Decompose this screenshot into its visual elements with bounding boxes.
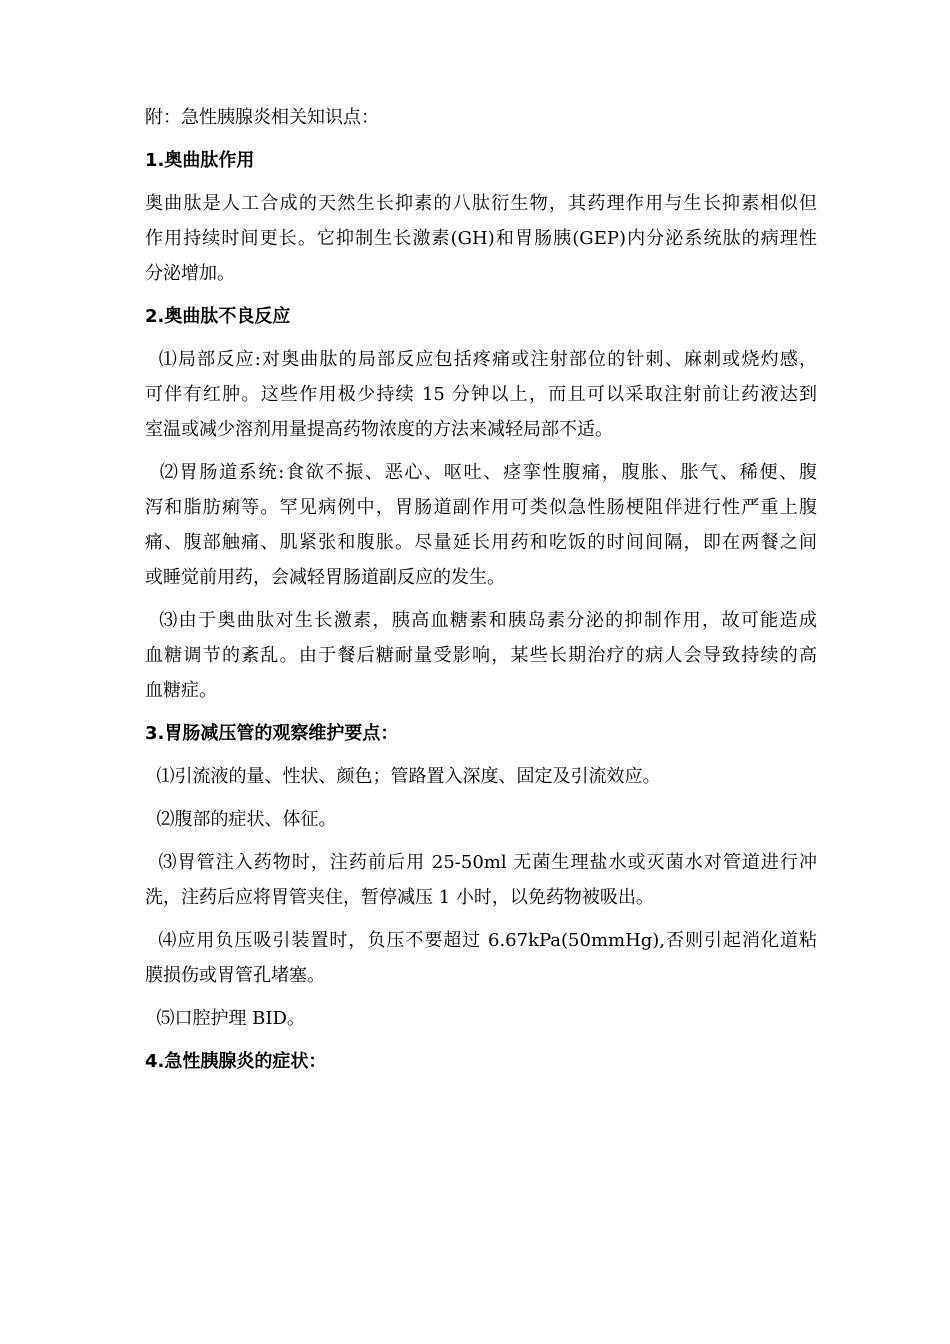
paragraph-line: ⑵胃肠道系统:食欲不振、恶心、呕吐、痉挛性腹痛，腹胀、胀气、稀便、腹 bbox=[145, 462, 817, 483]
section-3-item-4 bbox=[145, 923, 817, 993]
paragraph-line: ⑶胃管注入药物时，注药前后用 25-50ml 无菌生理盐水或灭菌水对管道进行冲 bbox=[145, 852, 817, 873]
section-2-paragraph-1 bbox=[145, 342, 817, 447]
paragraph-line: ⑷应用负压吸引装置时，负压不要超过 6.67kPa(50mmHg),否则引起消化道粘 bbox=[145, 930, 817, 951]
section-2-paragraph-2 bbox=[145, 455, 817, 595]
document-page bbox=[145, 100, 817, 1079]
paragraph-line: 或睡觉前用药，会减轻胃肠道副反应的发生。 bbox=[145, 567, 505, 588]
paragraph-line: 分泌增加。 bbox=[145, 263, 235, 284]
paragraph-line: 痛、腹部触痛、肌紧张和腹胀。尽量延长用药和吃饭的时间间隔，即在两餐之间 bbox=[145, 532, 817, 553]
paragraph-line: 泻和脂肪痢等。罕见病例中，胃肠道副作用可类似急性肠梗阻伴进行性严重上腹 bbox=[145, 497, 817, 518]
paragraph-line: 血糖症。 bbox=[145, 680, 217, 701]
section-3-item-3 bbox=[145, 845, 817, 915]
paragraph-line: 奥曲肽是人工合成的天然生长抑素的八肽衍生物，其药理作用与生长抑素相似但 bbox=[145, 193, 817, 214]
paragraph-line: 洗，注药后应将胃管夹住，暂停减压 1 小时，以免药物被吸出。 bbox=[145, 887, 654, 908]
section-3-item-5: ⑸口腔护理 BID。 bbox=[145, 1008, 305, 1029]
paragraph-line: 作用持续时间更长。它抑制生长激素(GH)和胃肠胰(GEP)内分泌系统肽的病理性 bbox=[145, 228, 817, 249]
section-2-heading: 2.奥曲肽不良反应 bbox=[145, 306, 291, 327]
paragraph-line: ⑴局部反应:对奥曲肽的局部反应包括疼痛或注射部位的针刺、麻刺或烧灼感， bbox=[145, 349, 817, 370]
section-4-heading: 4.急性胰腺炎的症状： bbox=[145, 1051, 327, 1072]
paragraph-line: ⑶由于奥曲肽对生长激素，胰高血糖素和胰岛素分泌的抑制作用，故可能造成 bbox=[145, 610, 817, 631]
section-1-heading: 1.奥曲肽作用 bbox=[145, 150, 255, 171]
intro-line: 附：急性胰腺炎相关知识点： bbox=[145, 107, 379, 128]
paragraph-line: 室温或减少溶剂用量提高药物浓度的方法来减轻局部不适。 bbox=[145, 419, 613, 440]
section-1-paragraph bbox=[145, 186, 817, 291]
paragraph-line: 可伴有红肿。这些作用极少持续 15 分钟以上，而且可以采取注射前让药液达到 bbox=[145, 384, 817, 405]
paragraph-line: 血糖调节的紊乱。由于餐后糖耐量受影响，某些长期治疗的病人会导致持续的高 bbox=[145, 645, 817, 666]
paragraph-line: 膜损伤或胃管孔堵塞。 bbox=[145, 965, 325, 986]
section-3-item-2: ⑵腹部的症状、体征。 bbox=[145, 809, 337, 830]
section-2-paragraph-3 bbox=[145, 603, 817, 708]
section-3-heading: 3.胃肠减压管的观察维护要点： bbox=[145, 723, 399, 744]
section-3-item-1: ⑴引流液的量、性状、颜色；管路置入深度、固定及引流效应。 bbox=[145, 766, 661, 787]
